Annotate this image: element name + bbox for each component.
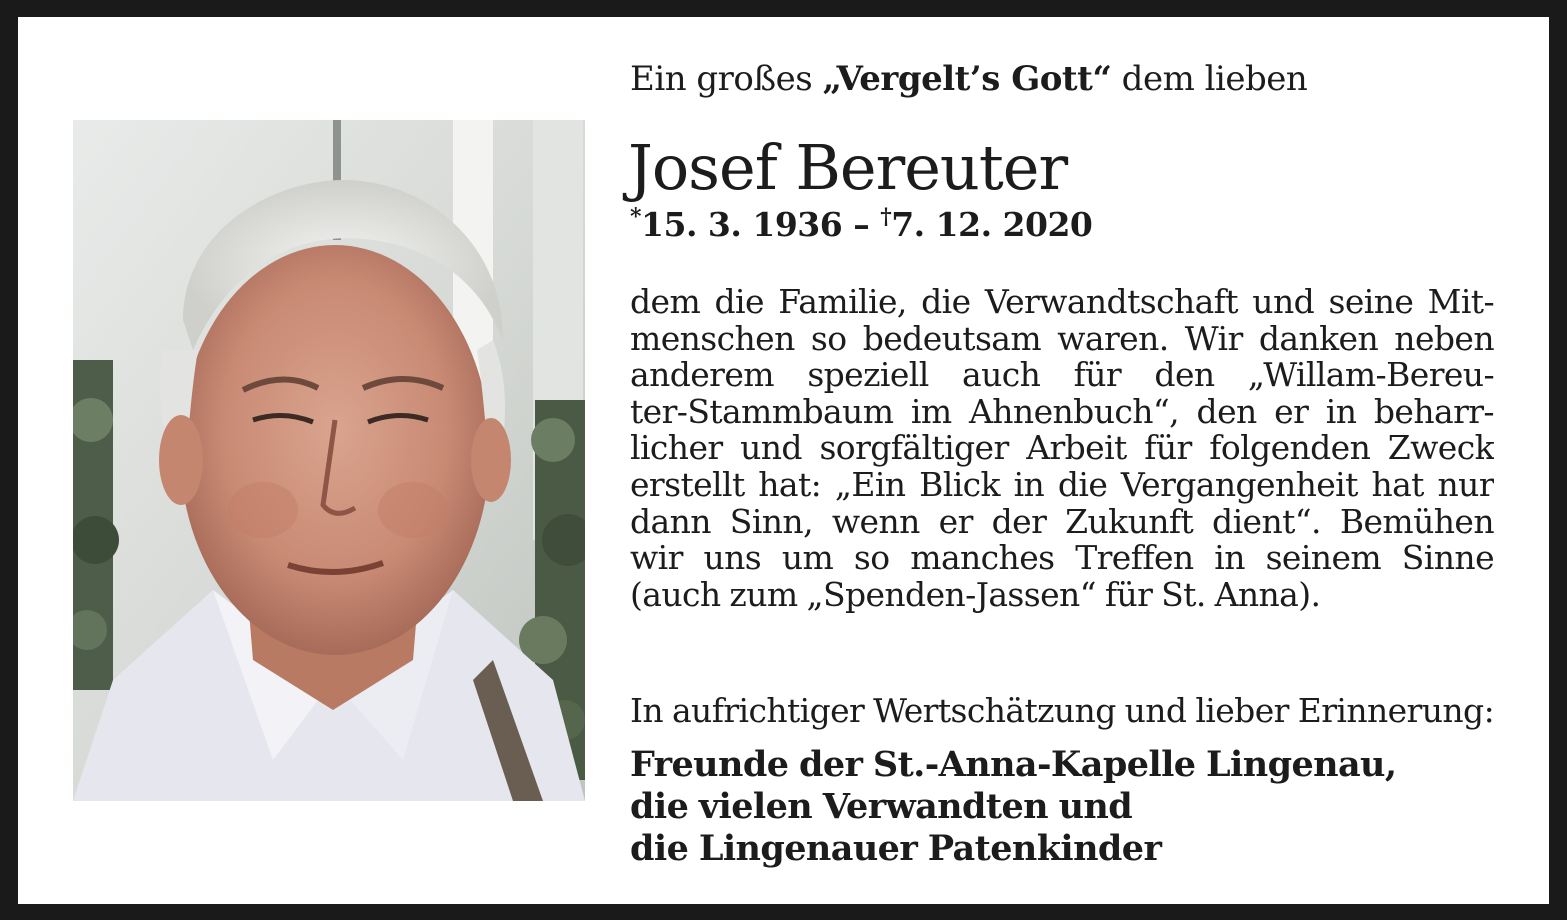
body-line: anderem speziell auch für den „Willam-Bereu- xyxy=(630,357,1494,394)
birth-date: 15. 3. 1936 xyxy=(641,205,843,244)
body-line: erstellt hat: „Ein Blick in die Vergangenheit hat nur xyxy=(630,466,1494,504)
body-line: wir uns um so manches Treffen in seinem Sinne xyxy=(630,540,1494,577)
birth-symbol: * xyxy=(630,204,642,230)
intro-prefix: Ein großes xyxy=(630,59,823,99)
body-line: menschen so bedeutsam waren. Wir danken neben xyxy=(630,320,1494,358)
body-line: (auch zum „Spenden-Jassen“ für St. Anna). xyxy=(630,576,1321,614)
portrait-illustration xyxy=(73,120,585,801)
deceased-name: Josef Bereuter xyxy=(628,131,1068,204)
body-line: ter-Stammbaum im Ahnenbuch“, den er in beharr- xyxy=(630,393,1494,431)
signers-block xyxy=(630,744,1396,870)
signer-line: Freunde der St.-Anna-Kapelle Lingenau, xyxy=(630,744,1397,785)
closing-line: In aufrichtiger Wertschätzung und lieber Erinnerung: xyxy=(630,691,1495,730)
portrait-photo xyxy=(73,120,585,801)
intro-bold: „Vergelt’s Gott“ xyxy=(822,59,1112,99)
death-symbol: † xyxy=(880,204,892,230)
life-dates xyxy=(630,203,1092,247)
date-separator: – xyxy=(842,205,881,244)
signer-line: die Lingenauer Patenkinder xyxy=(630,828,1162,869)
body-line: dem die Familie, die Verwandtschaft und seine Mit- xyxy=(630,284,1494,321)
body-text xyxy=(630,284,1494,613)
body-line: dann Sinn, wenn er der Zukunft dient“. Bemühen xyxy=(630,503,1494,541)
intro-suffix: dem lieben xyxy=(1111,59,1308,99)
death-date: 7. 12. 2020 xyxy=(891,205,1093,244)
intro-line xyxy=(630,54,1307,104)
signer-line: die vielen Verwandten und xyxy=(630,786,1133,827)
body-line: licher und sorgfältiger Arbeit für folgenden Zweck xyxy=(630,430,1494,467)
